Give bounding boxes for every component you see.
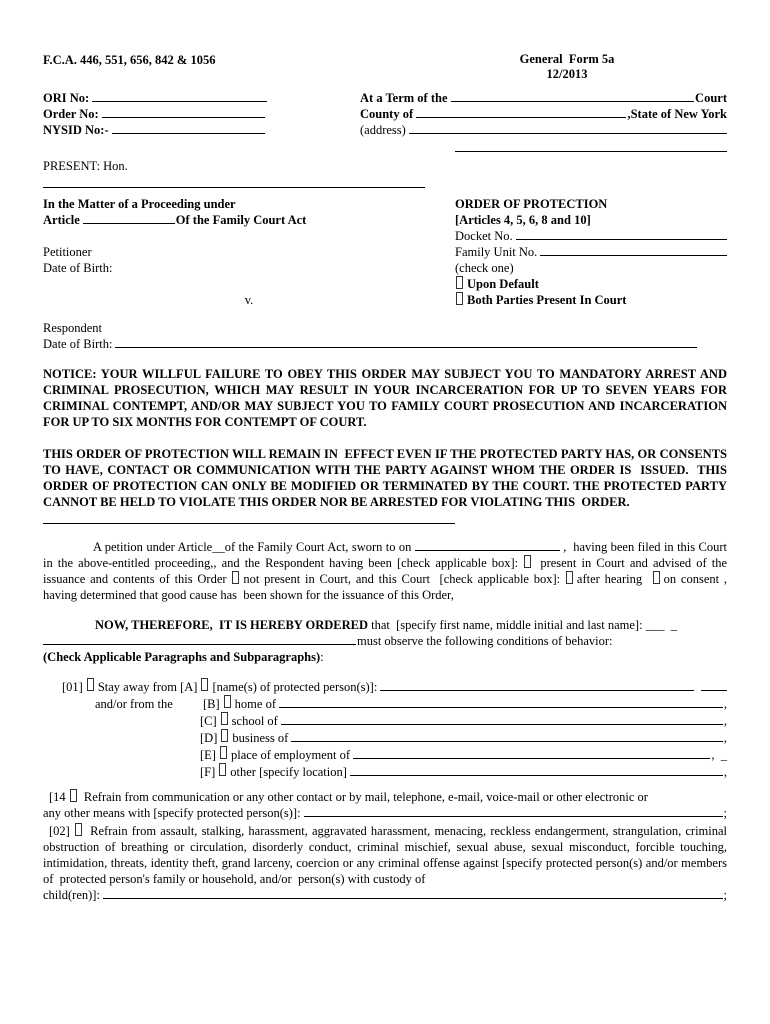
employment-field[interactable] [353,756,710,759]
item14-text-2: any other means with [specify protected person(s)]: [43,806,301,820]
item01-c-label: school of [231,714,278,728]
item14-fill-row [43,805,727,821]
court-suffix-label: Court [695,91,727,105]
home-of-field[interactable] [279,705,723,708]
protected-persons-field[interactable] [380,688,694,691]
notice-paragraph: NOTICE: YOUR WILLFUL FAILURE TO OBEY THIS ORDER MAY SUBJECT YOU TO MANDATORY ARREST AND CRIMINAL PROSECUTION, WHICH MAY RESULT IN YOUR INCARCERATION FOR UP TO SEVEN YEARS FOR CRIMINAL CONTEMPT, AND/OR MAY SUBJECT YOU TO FAMILY COURT PROSECUTION AND INCARCERATION FOR UP TO SIX MONTHS FOR CONTEMPT OF COURT. [43,367,734,429]
address-field-2[interactable] [455,138,727,152]
nysid-no-field[interactable] [112,131,265,134]
petitioner-label: Petitioner [43,245,92,259]
order-no-field[interactable] [102,115,265,118]
matter-left [43,196,455,308]
other-location-field[interactable] [350,773,723,776]
respondent-dob-label: Date of Birth: [43,337,113,351]
andor-label: and/or from the [95,697,173,711]
petition-text-6: on consent , having determined that good cause has been shown for the issuance of this Order, [43,572,731,602]
item01-f-tag: [F] [200,765,216,779]
item01-f-suffix: , [723,765,727,779]
item02-suffix: ; [723,888,727,902]
item01-row [43,678,727,695]
term-prefix-label: At a Term of the [360,91,448,105]
item01-e-suffix: , _ [711,748,727,762]
item01-d-label: business of [232,731,289,745]
item01-names-label: [name(s) of protected person(s)]: [212,680,378,694]
order-title-block [455,196,727,308]
family-unit-field[interactable] [540,253,727,256]
address-field[interactable] [409,131,727,134]
matter-section [43,196,727,308]
order-articles: [Articles 4, 5, 6, 8 and 10] [455,213,591,227]
both-parties-row [455,292,727,308]
item01-b-suffix: , [723,697,727,711]
petition-text-4: not present in Court, and this Court [check applicable box]: [243,572,565,586]
sworn-date-field[interactable] [415,548,560,551]
fca-citation: F.C.A. 446, 551, 656, 842 & 1056 [43,53,216,67]
item01-sub-row-d [43,729,727,746]
ordered-name-field[interactable] [43,642,356,645]
item01-sub-row-c [43,712,727,729]
protected-persons-field-extra[interactable] [701,688,727,691]
petition-paragraph [43,539,731,603]
must-observe-row [43,633,727,649]
ordered-that-text: that [specify first name, middle initial and last name]: [371,618,643,632]
ori-no-field[interactable] [92,99,267,102]
ordered-trailing-marks: ___ _ [645,618,677,632]
item01-stay-label: Stay away from [A] [97,680,198,694]
check-applicable-label: (Check Applicable Paragraphs and Subparagraphs) [43,650,321,664]
versus-label: v. [244,293,254,307]
presiding-judge-field[interactable] [43,174,425,188]
family-unit-label: Family Unit No. [455,245,538,259]
check-applicable-colon: : [320,650,324,664]
matter-title: In the Matter of a Proceeding under [43,197,236,211]
item14-paragraph [43,789,727,805]
docket-no-field[interactable] [516,237,727,240]
present-in-court-checkbox[interactable] [524,555,531,568]
item01-b-tag: [B] [203,697,220,711]
item01-checkbox[interactable] [87,678,94,691]
order-title: ORDER OF PROTECTION [455,197,608,211]
form-date: 12/2013 [546,67,588,81]
article-suffix-label: Of the Family Court Act [175,213,307,227]
spacer [43,228,455,244]
school-of-field[interactable] [281,722,723,725]
article-label: Article [43,213,80,227]
item01-e-checkbox[interactable] [220,746,227,759]
item02-checkbox[interactable] [75,823,82,836]
item14-persons-field[interactable] [304,814,723,817]
caption-left [43,90,343,155]
county-label: County of [360,107,414,121]
item01-c-tag: [C] [200,714,217,728]
present-label: PRESENT: Hon. [43,159,128,173]
item01-f-label: other [specify location] [230,765,347,779]
both-parties-checkbox[interactable] [456,292,463,305]
business-of-field[interactable] [291,739,723,742]
item01-sub-row-b [43,695,727,712]
ordered-clause-paragraph [43,617,727,633]
item14-number: [14 [49,790,66,804]
form-id-block [407,52,727,82]
must-observe-label: must observe the following conditions of behavior: [357,634,613,648]
respondent-dob-field[interactable] [115,345,697,348]
respondent-label: Respondent [43,321,103,335]
nysid-label: NYSID No:- [43,123,109,137]
ori-label: ORI No: [43,91,90,105]
item01-sub-row-e [43,746,727,763]
order-no-label: Order No: [43,107,99,121]
not-present-checkbox[interactable] [232,571,239,584]
item01-sub-row-f [43,763,727,780]
item14-text-1: Refrain from communication or any other contact or by mail, telephone, e-mail, voice-mail or other electronic or [83,790,648,804]
spacer [43,276,455,292]
item14-checkbox[interactable] [70,789,77,802]
on-consent-checkbox[interactable] [653,571,660,584]
separator-line [43,510,455,524]
item02-children-field[interactable] [103,896,723,899]
item01-d-suffix: , [723,731,727,745]
item01-f-checkbox[interactable] [219,763,226,776]
court-term-field[interactable] [451,99,695,102]
caption-section [43,90,727,155]
item02-fill-row [43,887,727,903]
item01-a-checkbox[interactable] [201,678,208,691]
item01-e-tag: [E] [200,748,216,762]
item01-d-tag: [D] [200,731,218,745]
item01-c-checkbox[interactable] [221,712,228,725]
check-one-label: (check one) [455,261,514,275]
item01-b-checkbox[interactable] [224,695,231,708]
upon-default-row [455,276,727,292]
address-label: (address) [360,123,406,137]
caption-right [360,90,727,155]
petitioner-dob-label: Date of Birth: [43,261,113,275]
item01-d-checkbox[interactable] [221,729,228,742]
county-field[interactable] [416,115,626,118]
item01-e-label: place of employment of [230,748,351,762]
item01-c-suffix: , [723,714,727,728]
petition-text-5: after hearing [576,572,652,586]
item01-b-label: home of [234,697,276,711]
effect-paragraph: THIS ORDER OF PROTECTION WILL REMAIN IN EFFECT EVEN IF THE PROTECTED PARTY HAS, OR CONSENTS TO HAVE, CONTACT OR COMMUNICATION WITH THE PARTY AGAINST WHOM THE ORDER IS ISSUED. THIS ORDER OF PROTECTION CAN ONLY BE MODIFIED OR TERMINATED BY THE COURT. THE PROTECTED PARTY CANNOT BE HELD TO VIOLATE THIS ORDER NOR BE ARRESTED FOR VIOLATING THIS ORDER. [43,447,731,509]
petition-text-2: , having been filed in this Court in the above-entitled proceeding,, and the Respondent having been [check applicable box]: [43,540,731,570]
upon-default-checkbox[interactable] [456,276,463,289]
petition-text-1: A petition under Article__of the Family Court Act, sworn to on [93,540,412,554]
docket-label: Docket No. [455,229,513,243]
item02-body: Refrain from assault, stalking, harassment, aggravated harassment, menacing, reckless endangerment, strangulation, criminal obstruction of breathing or circulation, disorderly conduct, criminal mischief, sexual abuse, sexual misconduct, forcible touching, intimidation, threats, identity theft, grand larceny, coercion or any criminal offense against [specify protected person(s) and/or members of protected person's family or household, and/or person(s) with custody of [43,824,731,886]
article-field[interactable] [83,221,175,224]
state-label: ,State of New York [627,107,727,121]
item02-children-label: child(ren)]: [43,888,100,902]
form-header [43,52,727,82]
ordered-clause: NOW, THEREFORE, IT IS HEREBY ORDERED [95,618,368,632]
upon-default-label: Upon Default [467,277,539,291]
form-name: General Form 5a [519,52,615,66]
item02-paragraph [43,823,731,887]
item14-suffix: ; [723,806,727,820]
both-parties-label: Both Parties Present In Court [467,293,627,307]
item01-number: [01] [62,680,83,694]
check-applicable-line [43,649,727,665]
after-hearing-checkbox[interactable] [566,571,573,584]
item02-number: [02] [49,824,70,838]
petition-text-3: present in Court and advised of the issuance and contents of this Order [43,556,731,586]
